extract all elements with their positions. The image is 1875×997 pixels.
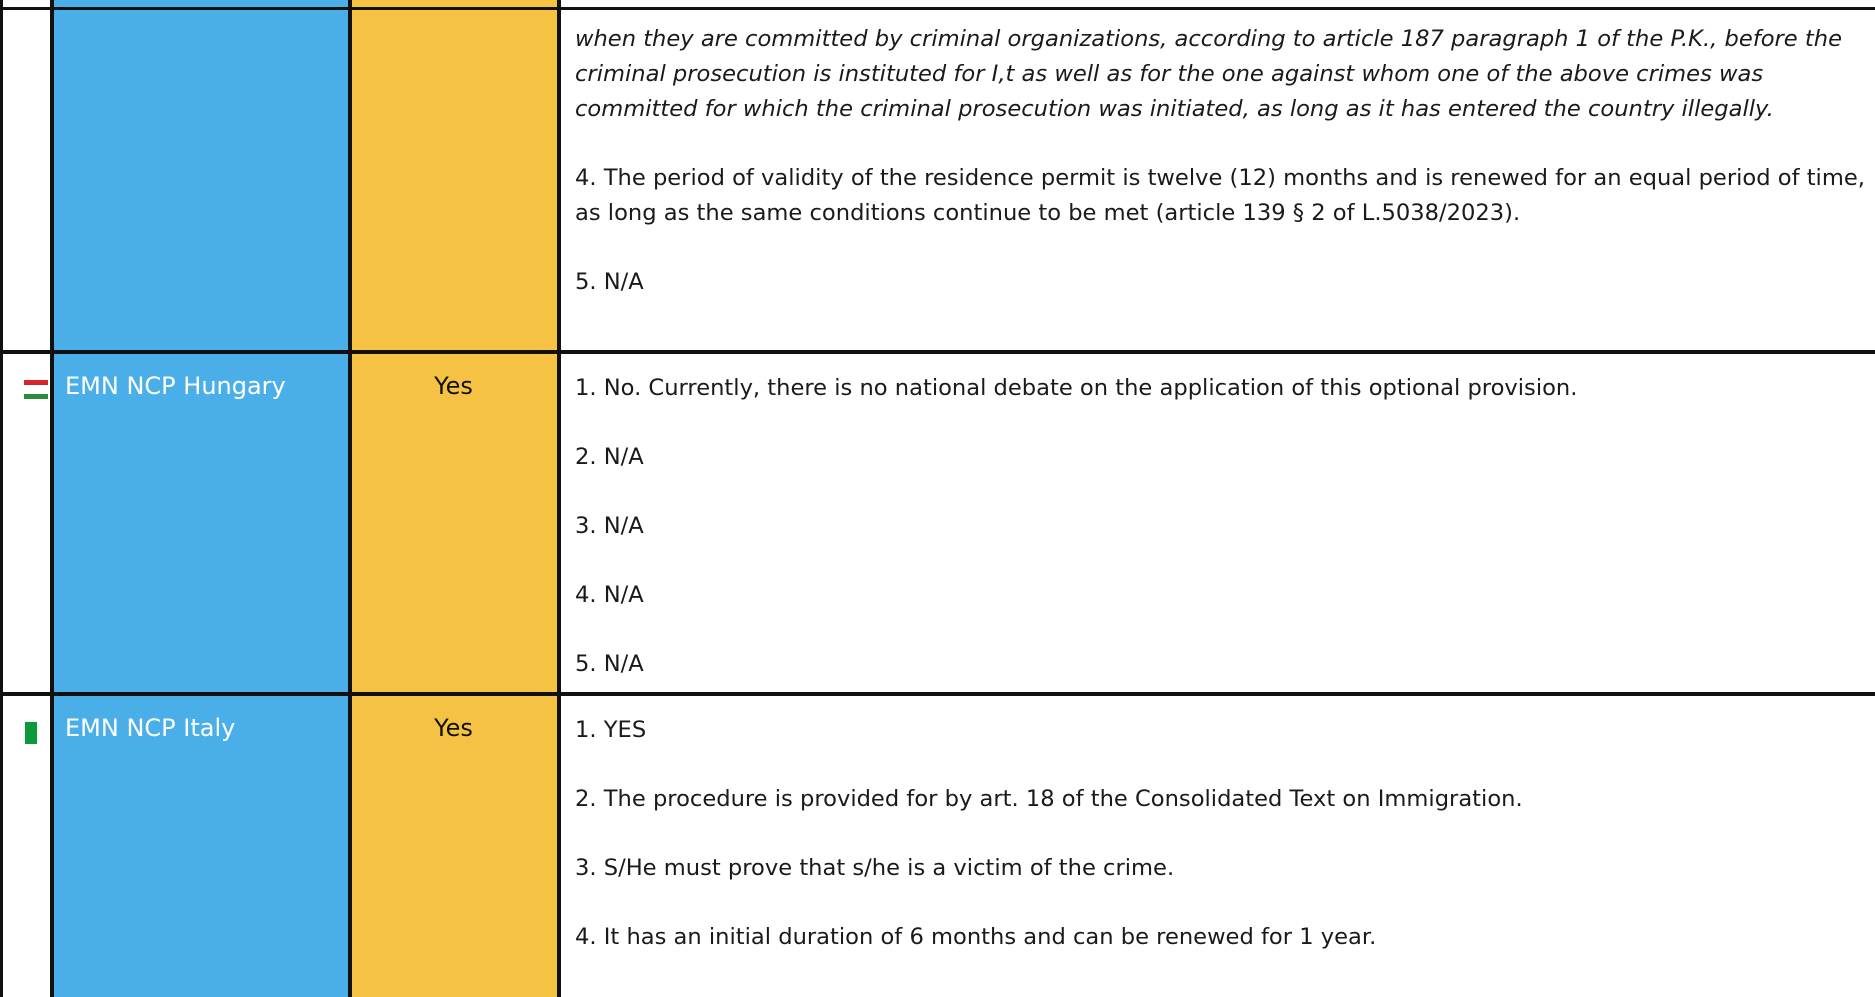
answer-cell [348, 354, 559, 696]
column-divider [0, 0, 3, 997]
details-cell [559, 696, 1875, 997]
details-paragraph: when they are committed by criminal organizations, according to article 187 paragraph 1 of the P.K., before the criminal prosecution is instituted for I,t as well as for the one against whom one of the above crimes was committed for which the criminal prosecution was initiated, as long as it has entered the country illegally. [575, 26, 1842, 122]
column-divider [50, 0, 54, 997]
details-paragraph: 1. No. Currently, there is no national debate on the application of this optional provision. [575, 375, 1578, 401]
table-row-greece-continued [0, 0, 1875, 354]
details-paragraph: 4. It has an initial duration of 6 months and can be renewed for 1 year. [575, 924, 1377, 950]
details-paragraph: 5. N/A [575, 651, 644, 677]
details-paragraph: 3. N/A [575, 513, 644, 539]
row-divider [0, 692, 1875, 696]
column-divider [348, 0, 352, 997]
country-name-cell [53, 354, 348, 696]
italy-flag-icon [25, 722, 37, 744]
details-text [575, 696, 1865, 989]
row-divider [0, 7, 1875, 10]
flag-cell [0, 354, 53, 696]
details-paragraph: 2. N/A [575, 444, 644, 470]
details-paragraph: 3. S/He must prove that s/he is a victim of the crime. [575, 855, 1175, 881]
details-paragraph: 2. The procedure is provided for by art. 18 of the Consolidated Text on Immigration. [575, 786, 1523, 812]
details-paragraph: 1. YES [575, 717, 647, 743]
country-name-cell [53, 696, 348, 997]
details-paragraph: 5. N/A [575, 269, 644, 295]
details-cell [559, 0, 1875, 354]
answer-value: Yes [434, 372, 473, 400]
table-row-italy [0, 696, 1875, 997]
column-divider [557, 0, 561, 997]
country-name[interactable]: EMN NCP Italy [65, 714, 236, 742]
country-name-cell [53, 0, 348, 354]
hungary-flag-icon [24, 380, 48, 400]
country-name[interactable]: EMN NCP Hungary [65, 372, 286, 400]
answer-value: Yes [434, 714, 473, 742]
table-row-hungary [0, 354, 1875, 696]
details-cell [559, 354, 1875, 696]
flag-cell [0, 0, 53, 354]
details-paragraph: 4. The period of validity of the residence permit is twelve (12) months and is renewed for an equal period of time, as long as the same conditions continue to be met (article 139 § 2 of L.5038/2023). [575, 165, 1865, 226]
details-text [575, 0, 1865, 334]
answer-cell [348, 0, 559, 354]
answer-cell [348, 696, 559, 997]
details-paragraph: 4. N/A [575, 582, 644, 608]
details-text [575, 354, 1865, 716]
row-divider [0, 350, 1875, 354]
flag-cell [0, 696, 53, 997]
